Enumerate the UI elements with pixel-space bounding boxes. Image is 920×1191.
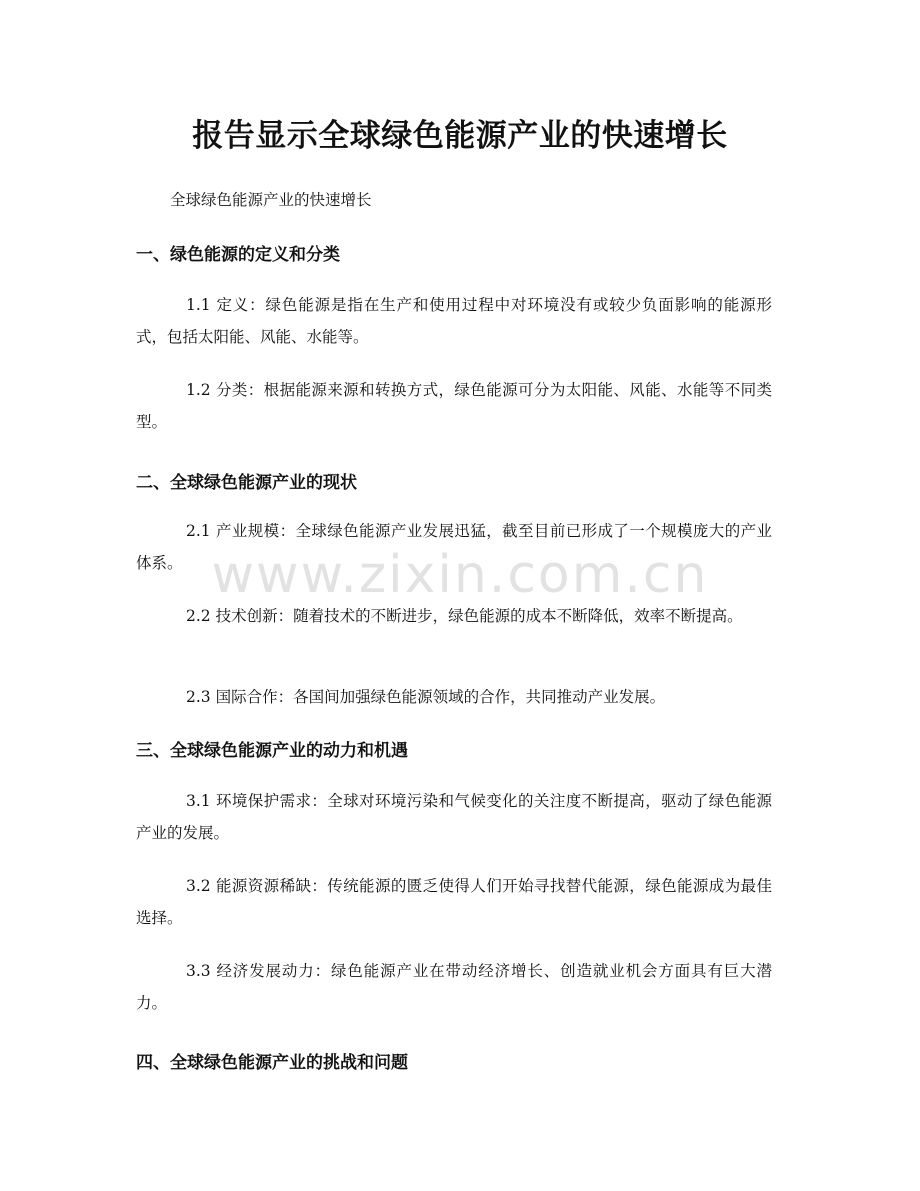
paragraph-3-3: 3.3 经济发展动力：绿色能源产业在带动经济增长、创造就业机会方面具有巨大潜力。: [136, 962, 772, 1012]
watermark: www.zixin.com.cn: [211, 545, 709, 605]
document-title: 报告显示全球绿色能源产业的快速增长: [192, 118, 728, 154]
paragraph-2-2: 2.2 技术创新：随着技术的不断进步，绿色能源的成本不断降低，效率不断提高。: [186, 607, 743, 625]
paragraph-1-1: 1.1 定义：绿色能源是指在生产和使用过程中对环境没有或较少负面影响的能源形式，包括太阳能、风能、水能等。: [136, 296, 772, 346]
section-heading-1: 一、绿色能源的定义和分类: [136, 245, 340, 265]
paragraph-2-1: 2.1 产业规模：全球绿色能源产业发展迅猛，截至目前已形成了一个规模庞大的产业体系。: [136, 522, 772, 572]
paragraph-3-2: 3.2 能源资源稀缺：传统能源的匮乏使得人们开始寻找替代能源，绿色能源成为最佳选择。: [136, 877, 772, 927]
paragraph-1-2: 1.2 分类：根据能源来源和转换方式，绿色能源可分为太阳能、风能、水能等不同类型。: [136, 381, 772, 431]
paragraph-3-1: 3.1 环境保护需求：全球对环境污染和气候变化的关注度不断提高，驱动了绿色能源产业的发展。: [136, 792, 772, 842]
section-heading-2: 二、全球绿色能源产业的现状: [136, 473, 357, 493]
paragraph-2-3: 2.3 国际合作：各国间加强绿色能源领域的合作，共同推动产业发展。: [186, 688, 666, 706]
section-heading-3: 三、全球绿色能源产业的动力和机遇: [136, 741, 408, 761]
section-heading-4: 四、全球绿色能源产业的挑战和问题: [136, 1053, 408, 1073]
document-subtitle: 全球绿色能源产业的快速增长: [170, 191, 372, 209]
